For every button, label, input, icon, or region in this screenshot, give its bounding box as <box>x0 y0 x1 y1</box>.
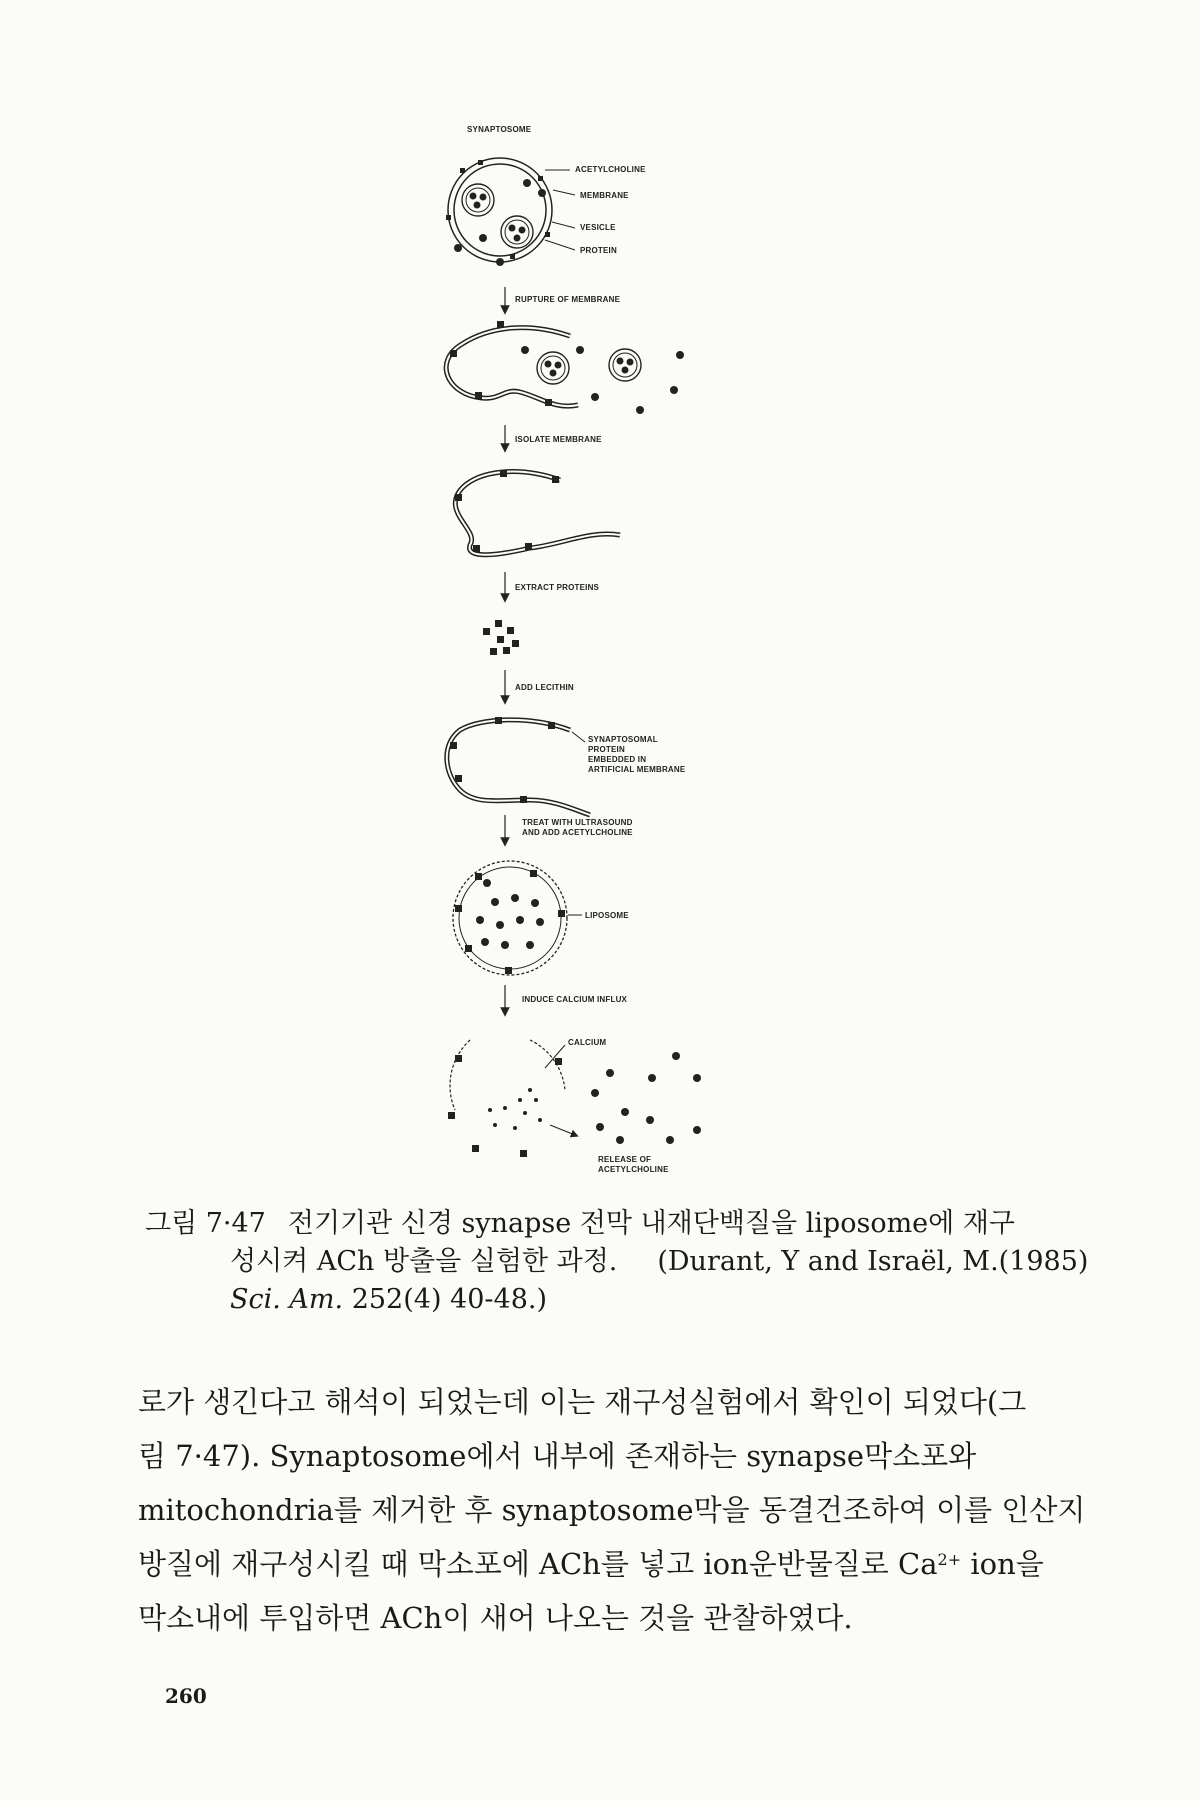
body-line-4-end: ion을 <box>961 1547 1044 1581</box>
calcium-label: CALCIUM <box>568 1038 607 1047</box>
caption-line-3 <box>145 1281 1045 1319</box>
ultrasound-label-2: AND ADD ACETYLCHOLINE <box>522 828 633 837</box>
caption-reference: 252(4) 40-48.) <box>343 1284 548 1315</box>
stage-ruptured <box>446 321 684 414</box>
caption-text-1: 전기기관 신경 synapse 전막 내재단백질을 liposome에 재구 <box>287 1208 1015 1239</box>
stage-artificial-membrane <box>447 717 590 815</box>
calcium-influx-label: INDUCE CALCIUM INFLUX <box>522 995 628 1004</box>
release-label-2: ACETYLCHOLINE <box>598 1165 669 1174</box>
ultrasound-label-1: TREAT WITH ULTRASOUND <box>522 818 633 827</box>
caption-line-1 <box>145 1205 1045 1243</box>
body-line-4 <box>138 1537 1058 1591</box>
lecithin-label: ADD LECITHIN <box>515 683 574 692</box>
membrane-label: MEMBRANE <box>580 191 629 200</box>
synaptosome-label: SYNAPTOSOME <box>467 125 532 134</box>
stage-liposome <box>453 861 582 975</box>
caption-citation: (Durant, Y and Israël, M.(1985) <box>657 1246 1089 1277</box>
release-label-1: RELEASE OF <box>598 1155 652 1164</box>
body-line-1: 로가 생긴다고 해석이 되었는데 이는 재구성실험에서 확인이 되었다(그 <box>138 1385 1027 1419</box>
body-line-3: mitochondria를 제거한 후 synaptosome막을 동결건조하여 이를 인산지 <box>138 1493 1086 1527</box>
embedded-label-4: ARTIFICIAL MEMBRANE <box>588 765 686 774</box>
caption-line-2 <box>145 1243 1089 1281</box>
body-line-4-text: 방질에 재구성시킬 때 막소포에 ACh를 넣고 ion운반물질로 Ca <box>138 1547 938 1581</box>
page-number: 260 <box>165 1684 207 1708</box>
embedded-label-1: SYNAPTOSOMAL <box>588 735 658 744</box>
stage-synaptosome <box>446 158 575 266</box>
isolate-label: ISOLATE MEMBRANE <box>515 435 602 444</box>
extract-label: EXTRACT PROTEINS <box>515 583 600 592</box>
figure-caption <box>145 1205 1089 1319</box>
caption-journal: Sci. Am. <box>230 1284 344 1315</box>
caption-text-2a: 성시켜 ACh 방출을 실험한 과정. <box>230 1246 618 1277</box>
body-line-2: 림 7·47). Synaptosome에서 내부에 존재하는 synapse막소포와 <box>138 1439 977 1473</box>
embedded-label-3: EMBEDDED IN <box>588 755 647 764</box>
embedded-label-2: PROTEIN <box>588 745 625 754</box>
figure-number: 그림 7·47 <box>145 1208 266 1239</box>
stage-extracted-proteins <box>483 620 519 655</box>
rupture-label: RUPTURE OF MEMBRANE <box>515 295 621 304</box>
body-line-5: 막소내에 투입하면 ACh이 새어 나오는 것을 관찰하였다. <box>138 1601 853 1635</box>
protein-label: PROTEIN <box>580 246 617 255</box>
stage-release <box>448 1040 701 1157</box>
acetylcholine-label: ACETYLCHOLINE <box>575 165 646 174</box>
calcium-charge: 2+ <box>937 1550 962 1569</box>
vesicle-label: VESICLE <box>580 223 616 232</box>
stage-isolated-membrane <box>455 470 620 555</box>
liposome-label: LIPOSOME <box>585 911 629 920</box>
body-paragraph <box>138 1375 1086 1645</box>
